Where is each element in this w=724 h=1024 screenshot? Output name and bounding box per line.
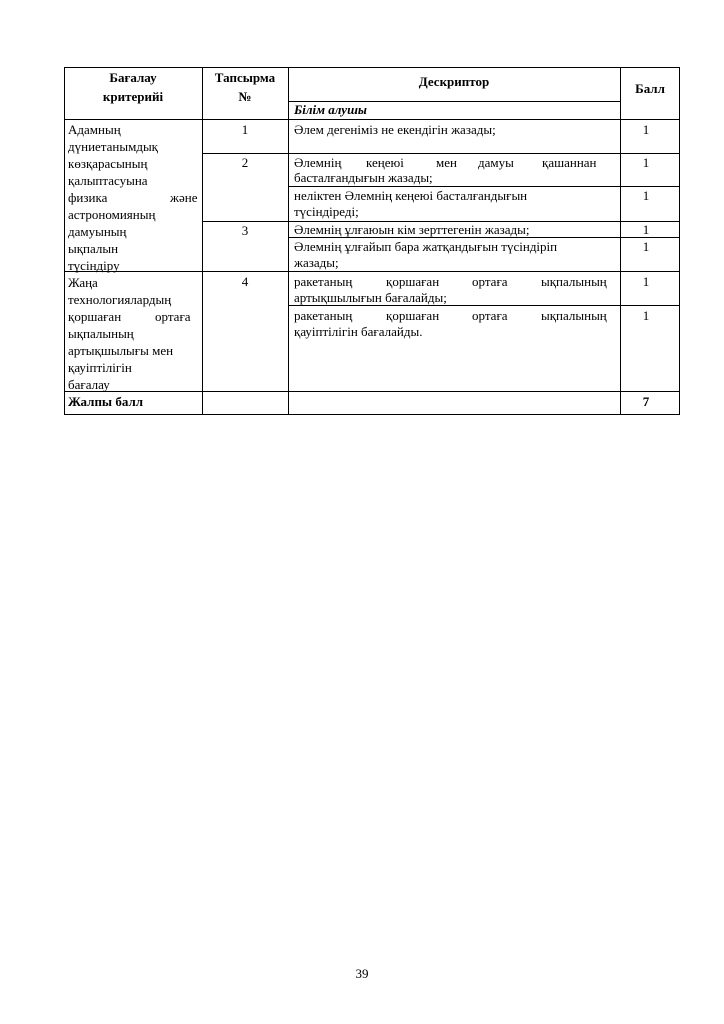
criterion-2-line: қауіптілігін (68, 360, 132, 375)
descriptor-2-word: қашаннан (542, 155, 597, 170)
task-number: 1 (241, 122, 249, 137)
points-value: 1 (642, 274, 650, 289)
criterion-2-line: артықшылығы мен (68, 343, 174, 358)
descriptor-6-word: ортаға (472, 274, 508, 289)
descriptor-7-word: ракетаның (294, 308, 353, 323)
task-number: 4 (241, 274, 249, 289)
descriptor-2-word: кеңеюі (366, 155, 404, 170)
descriptor-2-line2: басталғандығын жазады; (294, 170, 433, 185)
criterion-1-line: дүниетанымдық (68, 139, 158, 154)
criterion-2-line: технологиялардың (68, 292, 172, 307)
criterion-2-line: ортаға (155, 309, 191, 324)
descriptor-5-line1: Әлемнің ұлғайып бара жатқандығын түсіндіріп (294, 239, 558, 254)
criterion-1-line: астрономияның (68, 207, 156, 222)
total-value: 7 (642, 394, 650, 409)
header-task-line2: № (238, 89, 252, 104)
criterion-1-line: дамуының (68, 224, 127, 239)
criterion-2-line: ықпалының (68, 326, 134, 341)
descriptor-7-line2: қауіптілігін бағалайды. (294, 324, 423, 339)
page-number: 39 (355, 966, 369, 981)
header-descriptor: Дескриптор (418, 74, 490, 89)
points-value: 1 (642, 308, 650, 323)
task-number: 2 (241, 155, 249, 170)
header-learner: Білім алушы (294, 102, 367, 117)
descriptor-3-line1: неліктен Әлемнің кеңеюі басталғандығын (294, 188, 528, 203)
points-value: 1 (642, 188, 650, 203)
descriptor-7-word: ортаға (472, 308, 508, 323)
descriptor-7-word: ықпалының (541, 308, 607, 323)
descriptor-5-line2: жазады; (294, 255, 339, 270)
descriptor-6-word: ракетаның (294, 274, 353, 289)
descriptor-2-word: Әлемнің (294, 155, 342, 170)
criterion-1-line: ықпалын (68, 241, 119, 256)
criterion-1-line: түсіндіру (68, 258, 120, 273)
descriptor-4: Әлемнің ұлғаюын кім зерттегенін жазады; (294, 222, 530, 237)
header-criteria-line2: критерийі (102, 89, 164, 104)
criterion-2-line: қоршаған (68, 309, 122, 324)
descriptor-6-word: қоршаған (386, 274, 440, 289)
header-points: Балл (635, 81, 665, 96)
descriptor-1: Әлем дегеніміз не екендігін жазады; (294, 122, 496, 137)
points-value: 1 (642, 239, 650, 254)
task-number: 3 (241, 223, 249, 238)
descriptor-6-line2: артықшылығын бағалайды; (294, 290, 447, 305)
criterion-1-line: қалыптасуына (68, 173, 148, 188)
criterion-2-line: Жаңа (68, 275, 98, 290)
descriptor-7-word: қоршаған (386, 308, 440, 323)
criterion-1-line: физика (68, 190, 108, 205)
descriptor-6-word: ықпалының (541, 274, 607, 289)
points-value: 1 (642, 122, 650, 137)
descriptor-2-word: мен (436, 155, 457, 170)
header-task-line1: Тапсырма (214, 70, 276, 85)
criterion-1-line: көзқарасының (68, 156, 148, 171)
descriptor-3-line2: түсіндіреді; (294, 204, 359, 219)
header-criteria-line1: Бағалау (109, 70, 157, 85)
points-value: 1 (642, 222, 650, 237)
points-value: 1 (642, 155, 650, 170)
criterion-1-line: Адамның (68, 122, 121, 137)
total-label: Жалпы балл (68, 394, 144, 409)
criterion-2-line: бағалау (68, 377, 110, 392)
descriptor-2-word: дамуы (478, 155, 514, 170)
criterion-1-line: және (170, 190, 198, 205)
